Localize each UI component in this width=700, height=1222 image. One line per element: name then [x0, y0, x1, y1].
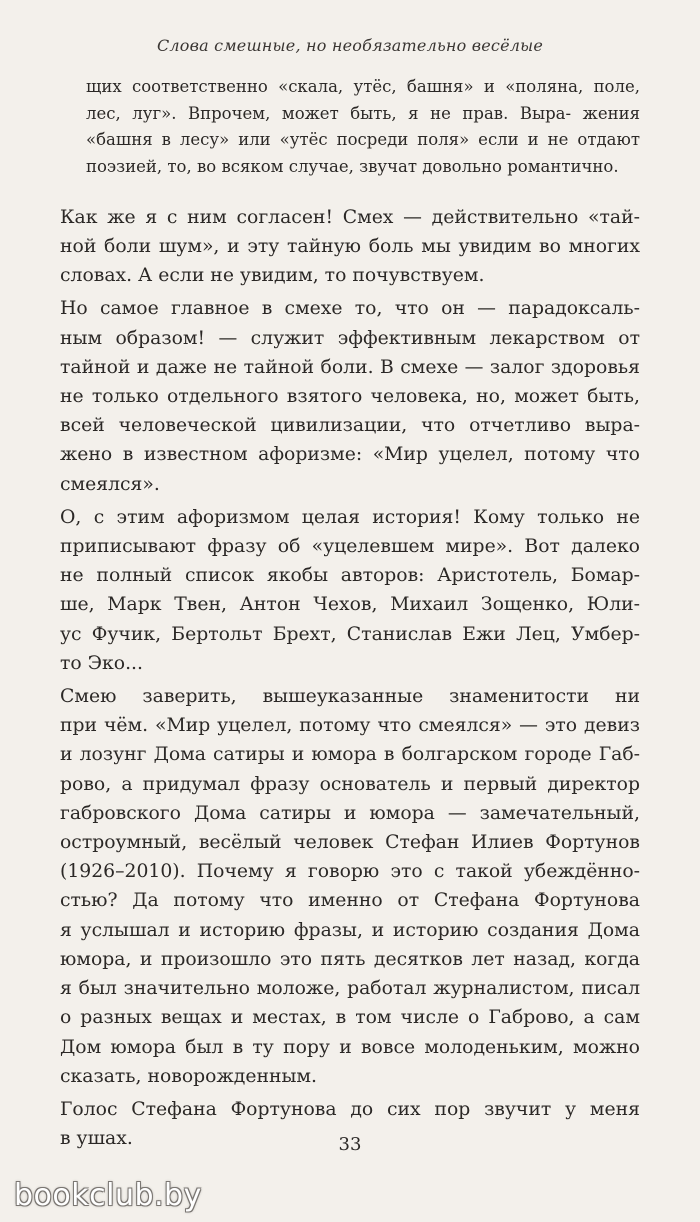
quote-line: щих соответственно «скала, утёс, башня» и «поляна, [86, 77, 584, 96]
text-line: Дом юмора был в ту пору и вовсе молоденьким, можно [60, 1036, 640, 1058]
quote-line: романтично. [507, 157, 619, 177]
quote-line: отдают поэзией, то, во всяком случае, звучат довольно [86, 130, 640, 177]
quote-line: поле, лес, луг». Впрочем, может быть, я не прав. Выра- [86, 77, 640, 123]
text-line: приписывают фразу об «уцелевшем мире». Вот далеко [60, 536, 640, 558]
text-line: ной боли шум», и эту тайную боль мы увидим во многих [60, 236, 640, 258]
running-head: Слова смешные, но необязательно весёлые [156, 36, 544, 55]
text-line: словах. А если не увидим, то почувствуем. [60, 265, 485, 287]
text-line: я услышал и историю фразы, и историю создания Дома [60, 919, 640, 941]
text-line: не только отдельного взятого человека, но, может быть, [60, 386, 640, 408]
text-line: юмора, и произошло это пять десятков лет назад, когда [60, 948, 640, 970]
text-line: при чём. «Мир уцелел, потому что смеялся» — это девиз [60, 715, 640, 737]
text-line: О, с этим афоризмом целая история! Кому только не [60, 506, 640, 528]
text-line: о разных вещах и местах, в том числе о Габрово, а сам [60, 1007, 640, 1029]
text-line: сказать, новорожденным. [60, 1065, 318, 1087]
body-text [60, 74, 640, 1157]
text-line: рово, а придумал фразу основатель и первый директор [60, 773, 640, 795]
text-line: всей человеческой цивилизации, что отчетливо выра- [60, 415, 640, 437]
paragraph [60, 294, 640, 498]
page-number: 33 [338, 1134, 362, 1155]
text-line: Голос Стефана Фортунова до сих пор звучит у меня [60, 1098, 640, 1120]
text-line: ше, Марк Твен, Антон Чехов, Михаил Зощенко, Юли- [60, 594, 640, 616]
text-line: Как же я с ним согласен! Смех — действительно «тай- [60, 206, 640, 228]
watermark: bookclub.by [14, 1178, 202, 1213]
text-line: стью? Да потому что именно от Стефана Фортунова [60, 890, 640, 912]
quote-block [86, 74, 640, 181]
paragraph [60, 503, 640, 678]
text-line: Смею заверить, вышеуказанные знаменитости ни [60, 686, 640, 708]
text-line: габровского Дома сатиры и юмора — замечательный, [60, 802, 640, 824]
text-line: то Эко... [60, 652, 143, 674]
text-line: и лозунг Дома сатиры и юмора в болгарском городе Габ- [60, 744, 640, 766]
text-line: жено в известном афоризме: «Мир уцелел, потому что [60, 444, 640, 466]
quote-line: жения «башня в лесу» или «утёс посреди поля» если и не [86, 103, 640, 150]
text-line: (1926–2010). Почему я говорю это с такой убеждённо- [60, 861, 640, 883]
text-line: Но самое главное в смехе то, что он — парадоксаль- [60, 298, 640, 320]
paragraph [60, 203, 640, 291]
text-line: тайной и даже не тайной боли. В смехе — залог здоровья [60, 356, 640, 378]
text-line: в ушах. [60, 1128, 133, 1150]
text-line: смеялся». [60, 473, 160, 495]
text-line: ус Фучик, Бертольт Брехт, Станислав Ежи Лец, Умбер- [60, 623, 640, 645]
paragraph [60, 682, 640, 1091]
text-line: ным образом! — служит эффективным лекарством от [60, 327, 640, 349]
text-line: я был значительно моложе, работал журналистом, писал [60, 978, 640, 1000]
text-line: остроумный, весёлый человек Стефан Илиев Фортунов [60, 832, 640, 854]
text-line: не полный список якобы авторов: Аристотель, Бомар- [60, 565, 640, 587]
